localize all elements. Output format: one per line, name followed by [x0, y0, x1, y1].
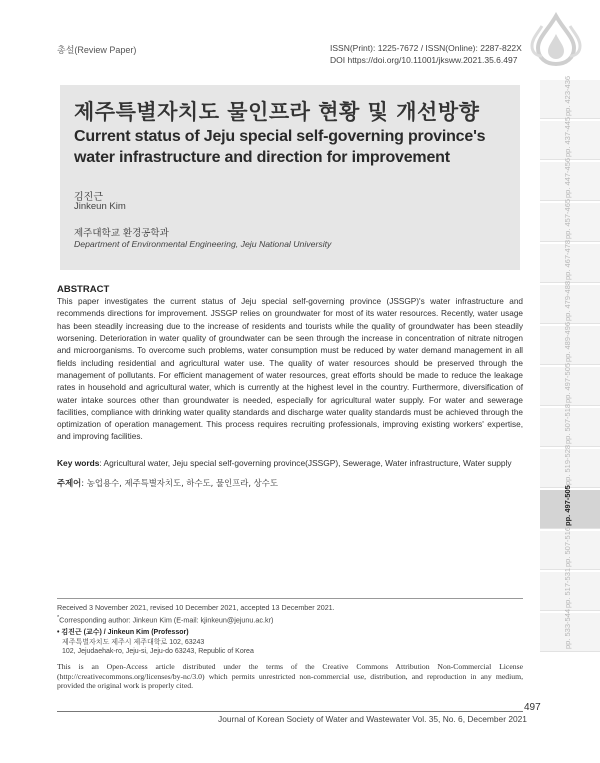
- license-text: This is an Open-Access article distributed under the terms of the Creative Commons Attribution Non-Commercial License (http://creativecommons.org/licenses/by-nc/3.0) which permits unrestricted non-commercial use, distribution, and reproduction in any medium, provided the original work is properly cited.: [57, 662, 523, 691]
- keywords-text: : Agricultural water, Jeju special self-governing province(JSSGP), Sewerage, Water infrastructure, Water supply: [99, 458, 512, 468]
- side-tab[interactable]: [540, 485, 600, 529]
- doi-line[interactable]: DOI https://doi.org/10.11001/jksww.2021.35.6.497: [330, 55, 518, 65]
- side-tab-label: pp. 507-516: [563, 526, 572, 567]
- side-tab[interactable]: [540, 608, 600, 652]
- side-tab[interactable]: [540, 567, 600, 611]
- side-tab[interactable]: [540, 321, 600, 365]
- side-tab[interactable]: [540, 198, 600, 242]
- page-number: 497: [524, 702, 541, 713]
- side-tab-label: pp. 447-456: [563, 157, 572, 198]
- side-tab[interactable]: [540, 157, 600, 201]
- author-name-en: Jinkeun Kim: [74, 201, 126, 212]
- issn-block: [330, 42, 522, 66]
- side-tab-label: pp. 437-445: [563, 116, 572, 157]
- received-block: [57, 603, 335, 625]
- review-label: 총설(Review Paper): [57, 45, 137, 55]
- side-tab[interactable]: [540, 75, 600, 119]
- keywords-kr-label: 주제어: [57, 478, 82, 488]
- keywords-kr-text: : 농업용수, 제주특별자치도, 하수도, 물인프라, 상수도: [81, 478, 278, 488]
- author-name-kr: 김진근: [74, 192, 103, 203]
- corresponding-text: Corresponding author: Jinkeun Kim (E-mail: kjinkeun@jejunu.ac.kr): [59, 615, 274, 625]
- english-title: Current status of Jeju special self-governing province's water infrastructure and direction for improvement: [74, 128, 486, 166]
- affiliation-kr: 제주대학교 환경공학과: [74, 228, 169, 239]
- professor-info: [57, 628, 254, 657]
- side-tab[interactable]: [540, 116, 600, 160]
- address-en: 102, Jejudaehak-ro, Jeju-si, Jeju-do 63243, Republic of Korea: [62, 648, 254, 655]
- side-tab-label: pp. 467-478: [563, 239, 572, 280]
- side-tab[interactable]: [540, 526, 600, 570]
- journal-footer: Journal of Korean Society of Water and Wastewater Vol. 35, No. 6, December 2021: [218, 714, 527, 724]
- abstract-text: This paper investigates the current status of Jeju special self-governing province (JSSGP)'s water infrastructure and recommends directions for improvement. JSSGP relies on groundwater for most of its water resources. Recently, water usage has been steadily increasing due to the increase of residents and tourists while the quality of groundwater has been steadily worsening. Deterioration in water quality of groundwater can be seen through the increase in concentration of nitrate nitrogen and microorganisms. To overcome such problems, water consumption must be reduced by water demand management in all fields including residential and agricultural water use. The quality of water resources should be preserved through the management of pollutants. For efficient management of water resources, great efforts should be made to reduce the leakage rates in household and agricultural water, which is currently at the highest level in the country. Furthermore, diversification of water intake sources other than groundwater is needed, especially for agricultural water supply. For water and sewerage facilities, compliance with drinking water quality standards and discharge water quality standards must be achieved through the optimization of operation management. This process requires recruiting professionals, improving existing workers' expertise, and improving facilities.: [57, 297, 523, 442]
- abstract-heading: ABSTRACT: [57, 284, 110, 295]
- address-kr: 제주특별자치도 제주시 제주대학로 102, 63243: [62, 638, 205, 646]
- side-tab-label: pp. 507-518: [563, 403, 572, 444]
- footer-rule: [57, 711, 523, 712]
- keywords-kr: [57, 477, 278, 489]
- corresponding-author: [57, 613, 335, 625]
- side-tab[interactable]: [540, 239, 600, 283]
- corresponding-mark: *: [57, 615, 60, 621]
- professor-heading: • 김진근 (교수) / Jinkeun Kim (Professor): [57, 629, 189, 636]
- korean-title: 제주특별자치도 물인프라 현황 및 개선방향: [74, 100, 480, 124]
- side-tab-label: pp. 497-505: [563, 485, 572, 526]
- side-tab-label: pp. 423-436: [563, 75, 572, 116]
- keywords-en: [57, 458, 527, 468]
- side-tab-label: pp. 489-496: [563, 321, 572, 362]
- side-tab[interactable]: [540, 444, 600, 488]
- side-tab[interactable]: [540, 403, 600, 447]
- received-dates: Received 3 November 2021, revised 10 December 2021, accepted 13 December 2021.: [57, 603, 335, 612]
- footnote-divider: [57, 598, 523, 599]
- issn-line: ISSN(Print): 1225-7672 / ISSN(Online): 2287-822X: [330, 43, 522, 53]
- affiliation-en: Department of Environmental Engineering, Jeju National University: [74, 239, 332, 249]
- side-tab[interactable]: [540, 362, 600, 406]
- side-tab-label: pp. 519-528: [563, 444, 572, 485]
- side-tab[interactable]: [540, 280, 600, 324]
- keywords-label: Key words: [57, 458, 100, 468]
- side-tab-label: pp. 517-531: [563, 567, 572, 608]
- side-tab-label: pp. 533-544: [563, 608, 572, 649]
- side-tab-label: pp. 497-505: [563, 362, 572, 403]
- side-tab-label: pp. 479-488: [563, 280, 572, 321]
- side-tab-label: pp. 457-465: [563, 198, 572, 239]
- journal-logo-icon: [528, 12, 584, 66]
- side-tab-strip: [540, 75, 600, 660]
